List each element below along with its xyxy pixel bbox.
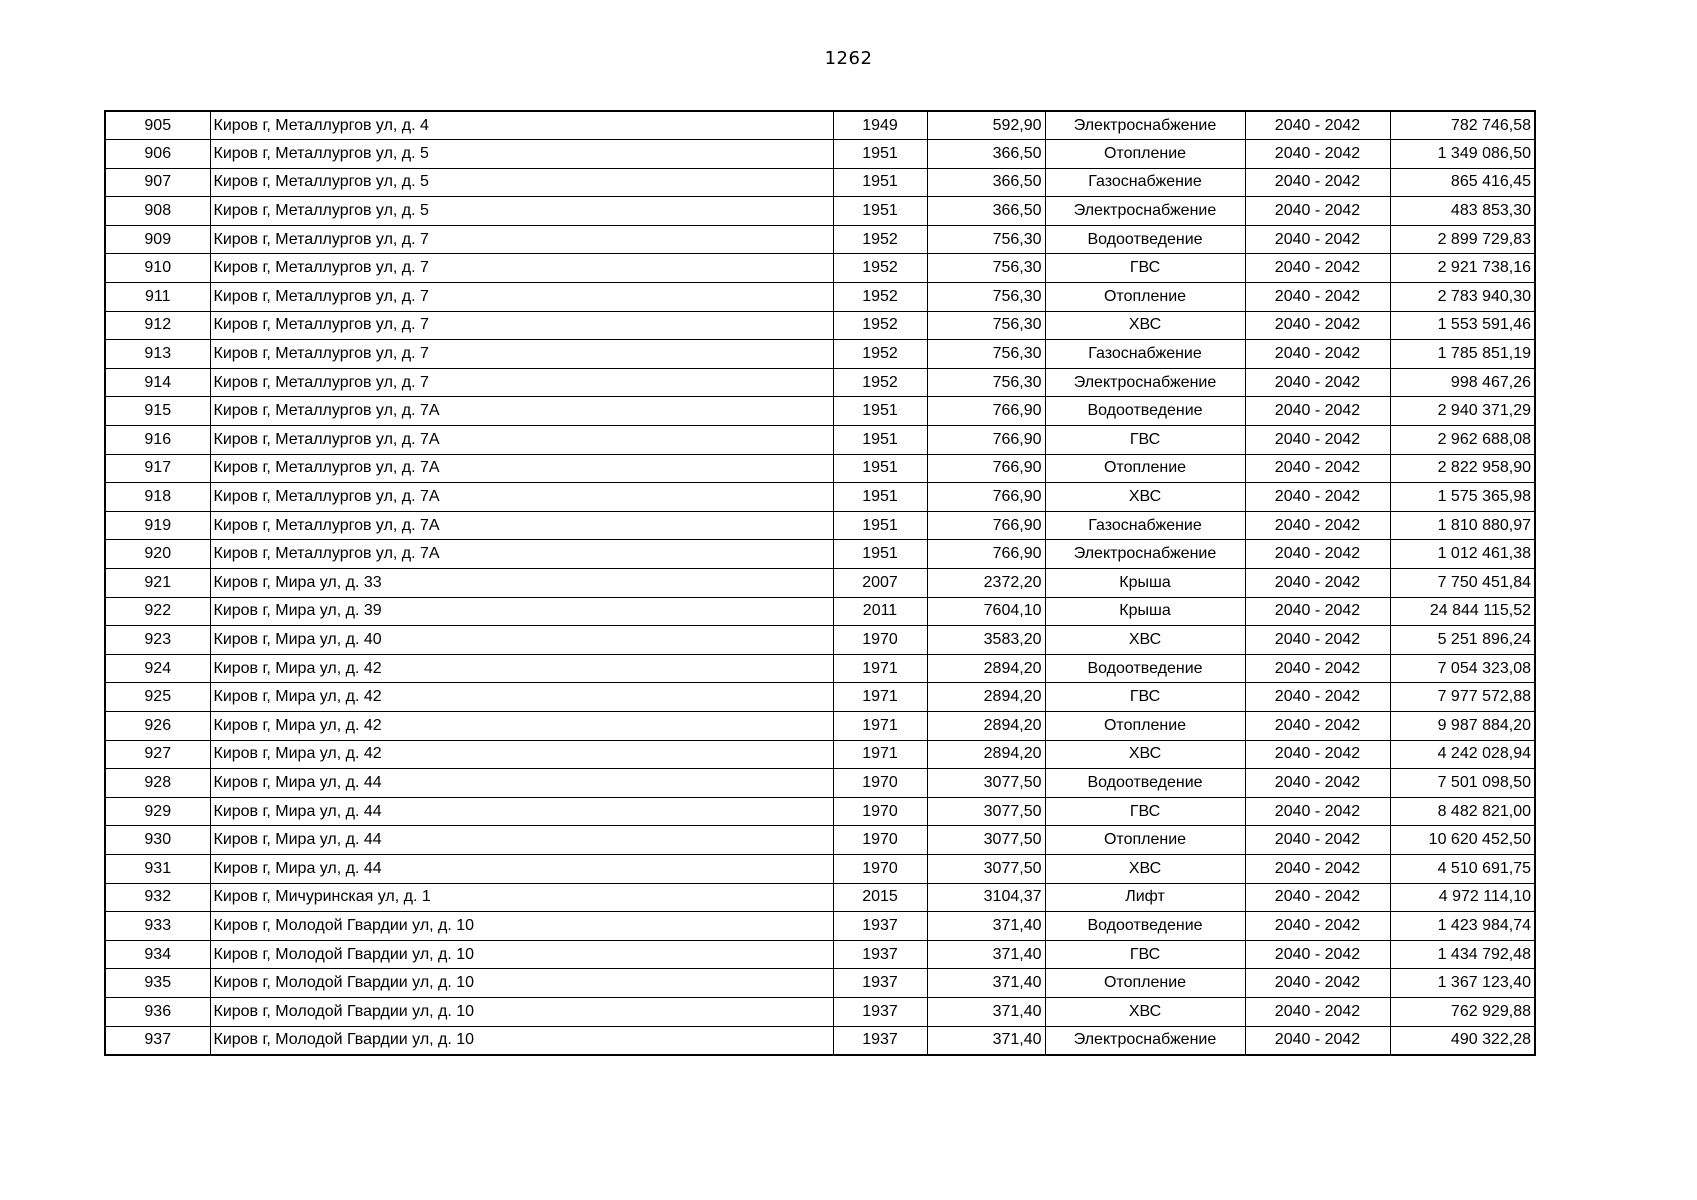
cost-cell: 5 251 896,24 xyxy=(1390,626,1535,655)
cost-cell: 2 940 371,29 xyxy=(1390,397,1535,426)
address-cell: Киров г, Металлургов ул, д. 7А xyxy=(210,483,833,512)
table-row xyxy=(105,197,1535,226)
area-cell: 766,90 xyxy=(927,426,1045,455)
address-cell: Киров г, Металлургов ул, д. 7 xyxy=(210,311,833,340)
row-number-cell: 910 xyxy=(105,254,210,283)
table-body xyxy=(105,111,1535,1055)
work-type-cell: ГВС xyxy=(1045,426,1245,455)
work-type-cell: Отопление xyxy=(1045,711,1245,740)
row-number-cell: 916 xyxy=(105,426,210,455)
address-cell: Киров г, Металлургов ул, д. 5 xyxy=(210,168,833,197)
period-cell: 2040 - 2042 xyxy=(1245,797,1390,826)
area-cell: 3077,50 xyxy=(927,826,1045,855)
cost-cell: 2 822 958,90 xyxy=(1390,454,1535,483)
work-type-cell: Крыша xyxy=(1045,569,1245,598)
table-row xyxy=(105,254,1535,283)
area-cell: 766,90 xyxy=(927,454,1045,483)
period-cell: 2040 - 2042 xyxy=(1245,140,1390,169)
cost-cell: 7 054 323,08 xyxy=(1390,654,1535,683)
work-type-cell: Водоотведение xyxy=(1045,912,1245,941)
work-type-cell: Газоснабжение xyxy=(1045,511,1245,540)
table-row xyxy=(105,368,1535,397)
period-cell: 2040 - 2042 xyxy=(1245,454,1390,483)
address-cell: Киров г, Металлургов ул, д. 7 xyxy=(210,225,833,254)
period-cell: 2040 - 2042 xyxy=(1245,769,1390,798)
work-type-cell: Электроснабжение xyxy=(1045,368,1245,397)
year-built-cell: 1970 xyxy=(833,797,927,826)
row-number-cell: 930 xyxy=(105,826,210,855)
row-number-cell: 917 xyxy=(105,454,210,483)
area-cell: 756,30 xyxy=(927,225,1045,254)
row-number-cell: 921 xyxy=(105,569,210,598)
period-cell: 2040 - 2042 xyxy=(1245,311,1390,340)
period-cell: 2040 - 2042 xyxy=(1245,997,1390,1026)
row-number-cell: 924 xyxy=(105,654,210,683)
year-built-cell: 2011 xyxy=(833,597,927,626)
area-cell: 3077,50 xyxy=(927,854,1045,883)
year-built-cell: 2015 xyxy=(833,883,927,912)
cost-cell: 7 501 098,50 xyxy=(1390,769,1535,798)
work-type-cell: Лифт xyxy=(1045,883,1245,912)
area-cell: 592,90 xyxy=(927,111,1045,140)
period-cell: 2040 - 2042 xyxy=(1245,168,1390,197)
year-built-cell: 1949 xyxy=(833,111,927,140)
area-cell: 3104,37 xyxy=(927,883,1045,912)
work-type-cell: Водоотведение xyxy=(1045,225,1245,254)
year-built-cell: 1971 xyxy=(833,683,927,712)
area-cell: 3077,50 xyxy=(927,797,1045,826)
row-number-cell: 925 xyxy=(105,683,210,712)
year-built-cell: 1951 xyxy=(833,197,927,226)
area-cell: 366,50 xyxy=(927,168,1045,197)
address-cell: Киров г, Молодой Гвардии ул, д. 10 xyxy=(210,997,833,1026)
address-cell: Киров г, Металлургов ул, д. 7 xyxy=(210,340,833,369)
address-cell: Киров г, Металлургов ул, д. 7А xyxy=(210,397,833,426)
year-built-cell: 1937 xyxy=(833,1026,927,1055)
address-cell: Киров г, Металлургов ул, д. 7А xyxy=(210,540,833,569)
work-type-cell: ГВС xyxy=(1045,797,1245,826)
row-number-cell: 937 xyxy=(105,1026,210,1055)
address-cell: Киров г, Металлургов ул, д. 5 xyxy=(210,197,833,226)
cost-cell: 2 962 688,08 xyxy=(1390,426,1535,455)
address-cell: Киров г, Металлургов ул, д. 7А xyxy=(210,454,833,483)
table-row xyxy=(105,940,1535,969)
period-cell: 2040 - 2042 xyxy=(1245,654,1390,683)
address-cell: Киров г, Мира ул, д. 42 xyxy=(210,654,833,683)
work-type-cell: ГВС xyxy=(1045,683,1245,712)
cost-cell: 4 242 028,94 xyxy=(1390,740,1535,769)
table-row xyxy=(105,969,1535,998)
address-cell: Киров г, Мира ул, д. 39 xyxy=(210,597,833,626)
cost-cell: 1 810 880,97 xyxy=(1390,511,1535,540)
table-row xyxy=(105,111,1535,140)
period-cell: 2040 - 2042 xyxy=(1245,111,1390,140)
year-built-cell: 1970 xyxy=(833,826,927,855)
area-cell: 3583,20 xyxy=(927,626,1045,655)
cost-cell: 2 783 940,30 xyxy=(1390,283,1535,312)
address-cell: Киров г, Мира ул, д. 42 xyxy=(210,683,833,712)
year-built-cell: 1951 xyxy=(833,140,927,169)
address-cell: Киров г, Металлургов ул, д. 7 xyxy=(210,254,833,283)
cost-cell: 998 467,26 xyxy=(1390,368,1535,397)
table-row xyxy=(105,626,1535,655)
period-cell: 2040 - 2042 xyxy=(1245,397,1390,426)
cost-cell: 1 575 365,98 xyxy=(1390,483,1535,512)
year-built-cell: 1951 xyxy=(833,483,927,512)
period-cell: 2040 - 2042 xyxy=(1245,940,1390,969)
cost-cell: 2 899 729,83 xyxy=(1390,225,1535,254)
address-cell: Киров г, Мира ул, д. 40 xyxy=(210,626,833,655)
address-cell: Киров г, Мира ул, д. 33 xyxy=(210,569,833,598)
year-built-cell: 1952 xyxy=(833,368,927,397)
row-number-cell: 912 xyxy=(105,311,210,340)
row-number-cell: 908 xyxy=(105,197,210,226)
table-row xyxy=(105,225,1535,254)
address-cell: Киров г, Мира ул, д. 42 xyxy=(210,711,833,740)
cost-cell: 762 929,88 xyxy=(1390,997,1535,1026)
address-cell: Киров г, Молодой Гвардии ул, д. 10 xyxy=(210,912,833,941)
period-cell: 2040 - 2042 xyxy=(1245,969,1390,998)
row-number-cell: 905 xyxy=(105,111,210,140)
cost-cell: 7 750 451,84 xyxy=(1390,569,1535,598)
year-built-cell: 1951 xyxy=(833,426,927,455)
work-type-cell: ХВС xyxy=(1045,854,1245,883)
cost-cell: 1 423 984,74 xyxy=(1390,912,1535,941)
period-cell: 2040 - 2042 xyxy=(1245,254,1390,283)
table-row xyxy=(105,454,1535,483)
area-cell: 366,50 xyxy=(927,197,1045,226)
year-built-cell: 1970 xyxy=(833,626,927,655)
period-cell: 2040 - 2042 xyxy=(1245,883,1390,912)
work-type-cell: Электроснабжение xyxy=(1045,197,1245,226)
area-cell: 766,90 xyxy=(927,511,1045,540)
row-number-cell: 926 xyxy=(105,711,210,740)
work-type-cell: Отопление xyxy=(1045,454,1245,483)
cost-cell: 9 987 884,20 xyxy=(1390,711,1535,740)
area-cell: 2894,20 xyxy=(927,740,1045,769)
row-number-cell: 935 xyxy=(105,969,210,998)
table-row xyxy=(105,426,1535,455)
cost-cell: 1 349 086,50 xyxy=(1390,140,1535,169)
row-number-cell: 931 xyxy=(105,854,210,883)
row-number-cell: 929 xyxy=(105,797,210,826)
table-row xyxy=(105,483,1535,512)
area-cell: 766,90 xyxy=(927,483,1045,512)
work-type-cell: Отопление xyxy=(1045,826,1245,855)
table-row xyxy=(105,340,1535,369)
work-type-cell: ХВС xyxy=(1045,626,1245,655)
address-cell: Киров г, Молодой Гвардии ул, д. 10 xyxy=(210,1026,833,1055)
period-cell: 2040 - 2042 xyxy=(1245,854,1390,883)
year-built-cell: 1952 xyxy=(833,254,927,283)
year-built-cell: 1951 xyxy=(833,397,927,426)
table-row xyxy=(105,140,1535,169)
work-type-cell: Электроснабжение xyxy=(1045,540,1245,569)
year-built-cell: 1971 xyxy=(833,711,927,740)
cost-cell: 8 482 821,00 xyxy=(1390,797,1535,826)
period-cell: 2040 - 2042 xyxy=(1245,511,1390,540)
cost-cell: 865 416,45 xyxy=(1390,168,1535,197)
work-type-cell: Водоотведение xyxy=(1045,654,1245,683)
work-type-cell: Газоснабжение xyxy=(1045,340,1245,369)
period-cell: 2040 - 2042 xyxy=(1245,912,1390,941)
period-cell: 2040 - 2042 xyxy=(1245,540,1390,569)
area-cell: 371,40 xyxy=(927,940,1045,969)
row-number-cell: 936 xyxy=(105,997,210,1026)
cost-cell: 483 853,30 xyxy=(1390,197,1535,226)
address-cell: Киров г, Мира ул, д. 44 xyxy=(210,797,833,826)
work-type-cell: Отопление xyxy=(1045,140,1245,169)
row-number-cell: 911 xyxy=(105,283,210,312)
area-cell: 2894,20 xyxy=(927,711,1045,740)
work-type-cell: Отопление xyxy=(1045,283,1245,312)
work-type-cell: ХВС xyxy=(1045,483,1245,512)
area-cell: 371,40 xyxy=(927,1026,1045,1055)
table-row xyxy=(105,569,1535,598)
year-built-cell: 2007 xyxy=(833,569,927,598)
row-number-cell: 927 xyxy=(105,740,210,769)
row-number-cell: 914 xyxy=(105,368,210,397)
area-cell: 756,30 xyxy=(927,368,1045,397)
period-cell: 2040 - 2042 xyxy=(1245,1026,1390,1055)
period-cell: 2040 - 2042 xyxy=(1245,826,1390,855)
row-number-cell: 913 xyxy=(105,340,210,369)
row-number-cell: 915 xyxy=(105,397,210,426)
address-cell: Киров г, Металлургов ул, д. 7А xyxy=(210,511,833,540)
address-cell: Киров г, Металлургов ул, д. 4 xyxy=(210,111,833,140)
year-built-cell: 1970 xyxy=(833,854,927,883)
row-number-cell: 922 xyxy=(105,597,210,626)
cost-cell: 2 921 738,16 xyxy=(1390,254,1535,283)
year-built-cell: 1971 xyxy=(833,654,927,683)
period-cell: 2040 - 2042 xyxy=(1245,740,1390,769)
work-type-cell: Электроснабжение xyxy=(1045,1026,1245,1055)
work-type-cell: Водоотведение xyxy=(1045,769,1245,798)
table-row xyxy=(105,997,1535,1026)
table-row xyxy=(105,769,1535,798)
row-number-cell: 909 xyxy=(105,225,210,254)
area-cell: 366,50 xyxy=(927,140,1045,169)
period-cell: 2040 - 2042 xyxy=(1245,340,1390,369)
row-number-cell: 906 xyxy=(105,140,210,169)
work-type-cell: Водоотведение xyxy=(1045,397,1245,426)
period-cell: 2040 - 2042 xyxy=(1245,569,1390,598)
table-row xyxy=(105,511,1535,540)
year-built-cell: 1971 xyxy=(833,740,927,769)
address-cell: Киров г, Мира ул, д. 44 xyxy=(210,854,833,883)
table-row xyxy=(105,883,1535,912)
period-cell: 2040 - 2042 xyxy=(1245,197,1390,226)
year-built-cell: 1937 xyxy=(833,940,927,969)
area-cell: 756,30 xyxy=(927,340,1045,369)
period-cell: 2040 - 2042 xyxy=(1245,283,1390,312)
table-row xyxy=(105,597,1535,626)
period-cell: 2040 - 2042 xyxy=(1245,368,1390,397)
year-built-cell: 1951 xyxy=(833,511,927,540)
cost-cell: 782 746,58 xyxy=(1390,111,1535,140)
area-cell: 756,30 xyxy=(927,283,1045,312)
area-cell: 2894,20 xyxy=(927,683,1045,712)
work-type-cell: ХВС xyxy=(1045,740,1245,769)
table-row xyxy=(105,826,1535,855)
year-built-cell: 1952 xyxy=(833,225,927,254)
address-cell: Киров г, Металлургов ул, д. 7 xyxy=(210,283,833,312)
cost-cell: 1 012 461,38 xyxy=(1390,540,1535,569)
table-row xyxy=(105,311,1535,340)
table-row xyxy=(105,540,1535,569)
cost-cell: 4 972 114,10 xyxy=(1390,883,1535,912)
row-number-cell: 932 xyxy=(105,883,210,912)
table-row xyxy=(105,711,1535,740)
area-cell: 7604,10 xyxy=(927,597,1045,626)
row-number-cell: 907 xyxy=(105,168,210,197)
area-cell: 371,40 xyxy=(927,997,1045,1026)
year-built-cell: 1937 xyxy=(833,912,927,941)
year-built-cell: 1970 xyxy=(833,769,927,798)
year-built-cell: 1951 xyxy=(833,168,927,197)
period-cell: 2040 - 2042 xyxy=(1245,626,1390,655)
work-type-cell: ХВС xyxy=(1045,997,1245,1026)
work-type-cell: ГВС xyxy=(1045,254,1245,283)
table-row xyxy=(105,740,1535,769)
period-cell: 2040 - 2042 xyxy=(1245,426,1390,455)
address-cell: Киров г, Мира ул, д. 42 xyxy=(210,740,833,769)
area-cell: 371,40 xyxy=(927,912,1045,941)
year-built-cell: 1951 xyxy=(833,454,927,483)
address-cell: Киров г, Мичуринская ул, д. 1 xyxy=(210,883,833,912)
table-row xyxy=(105,912,1535,941)
period-cell: 2040 - 2042 xyxy=(1245,483,1390,512)
cost-cell: 10 620 452,50 xyxy=(1390,826,1535,855)
row-number-cell: 918 xyxy=(105,483,210,512)
table-row xyxy=(105,1026,1535,1055)
work-type-cell: Газоснабжение xyxy=(1045,168,1245,197)
page-number: 1262 xyxy=(824,48,873,69)
period-cell: 2040 - 2042 xyxy=(1245,683,1390,712)
period-cell: 2040 - 2042 xyxy=(1245,225,1390,254)
cost-cell: 1 434 792,48 xyxy=(1390,940,1535,969)
cost-cell: 1 553 591,46 xyxy=(1390,311,1535,340)
address-cell: Киров г, Мира ул, д. 44 xyxy=(210,769,833,798)
area-cell: 756,30 xyxy=(927,311,1045,340)
period-cell: 2040 - 2042 xyxy=(1245,711,1390,740)
table-row xyxy=(105,283,1535,312)
year-built-cell: 1937 xyxy=(833,969,927,998)
period-cell: 2040 - 2042 xyxy=(1245,597,1390,626)
cost-cell: 24 844 115,52 xyxy=(1390,597,1535,626)
year-built-cell: 1952 xyxy=(833,311,927,340)
area-cell: 3077,50 xyxy=(927,769,1045,798)
table-row xyxy=(105,168,1535,197)
area-cell: 756,30 xyxy=(927,254,1045,283)
cost-cell: 1 785 851,19 xyxy=(1390,340,1535,369)
address-cell: Киров г, Металлургов ул, д. 7А xyxy=(210,426,833,455)
year-built-cell: 1952 xyxy=(833,340,927,369)
area-cell: 371,40 xyxy=(927,969,1045,998)
table-row xyxy=(105,397,1535,426)
repair-schedule-table xyxy=(104,110,1536,1056)
table-row xyxy=(105,683,1535,712)
address-cell: Киров г, Металлургов ул, д. 5 xyxy=(210,140,833,169)
table-row xyxy=(105,854,1535,883)
cost-cell: 1 367 123,40 xyxy=(1390,969,1535,998)
table-row xyxy=(105,654,1535,683)
work-type-cell: Электроснабжение xyxy=(1045,111,1245,140)
cost-cell: 4 510 691,75 xyxy=(1390,854,1535,883)
address-cell: Киров г, Мира ул, д. 44 xyxy=(210,826,833,855)
work-type-cell: Крыша xyxy=(1045,597,1245,626)
row-number-cell: 923 xyxy=(105,626,210,655)
address-cell: Киров г, Металлургов ул, д. 7 xyxy=(210,368,833,397)
area-cell: 2372,20 xyxy=(927,569,1045,598)
area-cell: 2894,20 xyxy=(927,654,1045,683)
year-built-cell: 1951 xyxy=(833,540,927,569)
work-type-cell: Отопление xyxy=(1045,969,1245,998)
row-number-cell: 934 xyxy=(105,940,210,969)
table-row xyxy=(105,797,1535,826)
address-cell: Киров г, Молодой Гвардии ул, д. 10 xyxy=(210,940,833,969)
work-type-cell: ХВС xyxy=(1045,311,1245,340)
cost-cell: 490 322,28 xyxy=(1390,1026,1535,1055)
row-number-cell: 920 xyxy=(105,540,210,569)
row-number-cell: 928 xyxy=(105,769,210,798)
area-cell: 766,90 xyxy=(927,540,1045,569)
work-type-cell: ГВС xyxy=(1045,940,1245,969)
year-built-cell: 1952 xyxy=(833,283,927,312)
year-built-cell: 1937 xyxy=(833,997,927,1026)
row-number-cell: 933 xyxy=(105,912,210,941)
address-cell: Киров г, Молодой Гвардии ул, д. 10 xyxy=(210,969,833,998)
cost-cell: 7 977 572,88 xyxy=(1390,683,1535,712)
area-cell: 766,90 xyxy=(927,397,1045,426)
row-number-cell: 919 xyxy=(105,511,210,540)
